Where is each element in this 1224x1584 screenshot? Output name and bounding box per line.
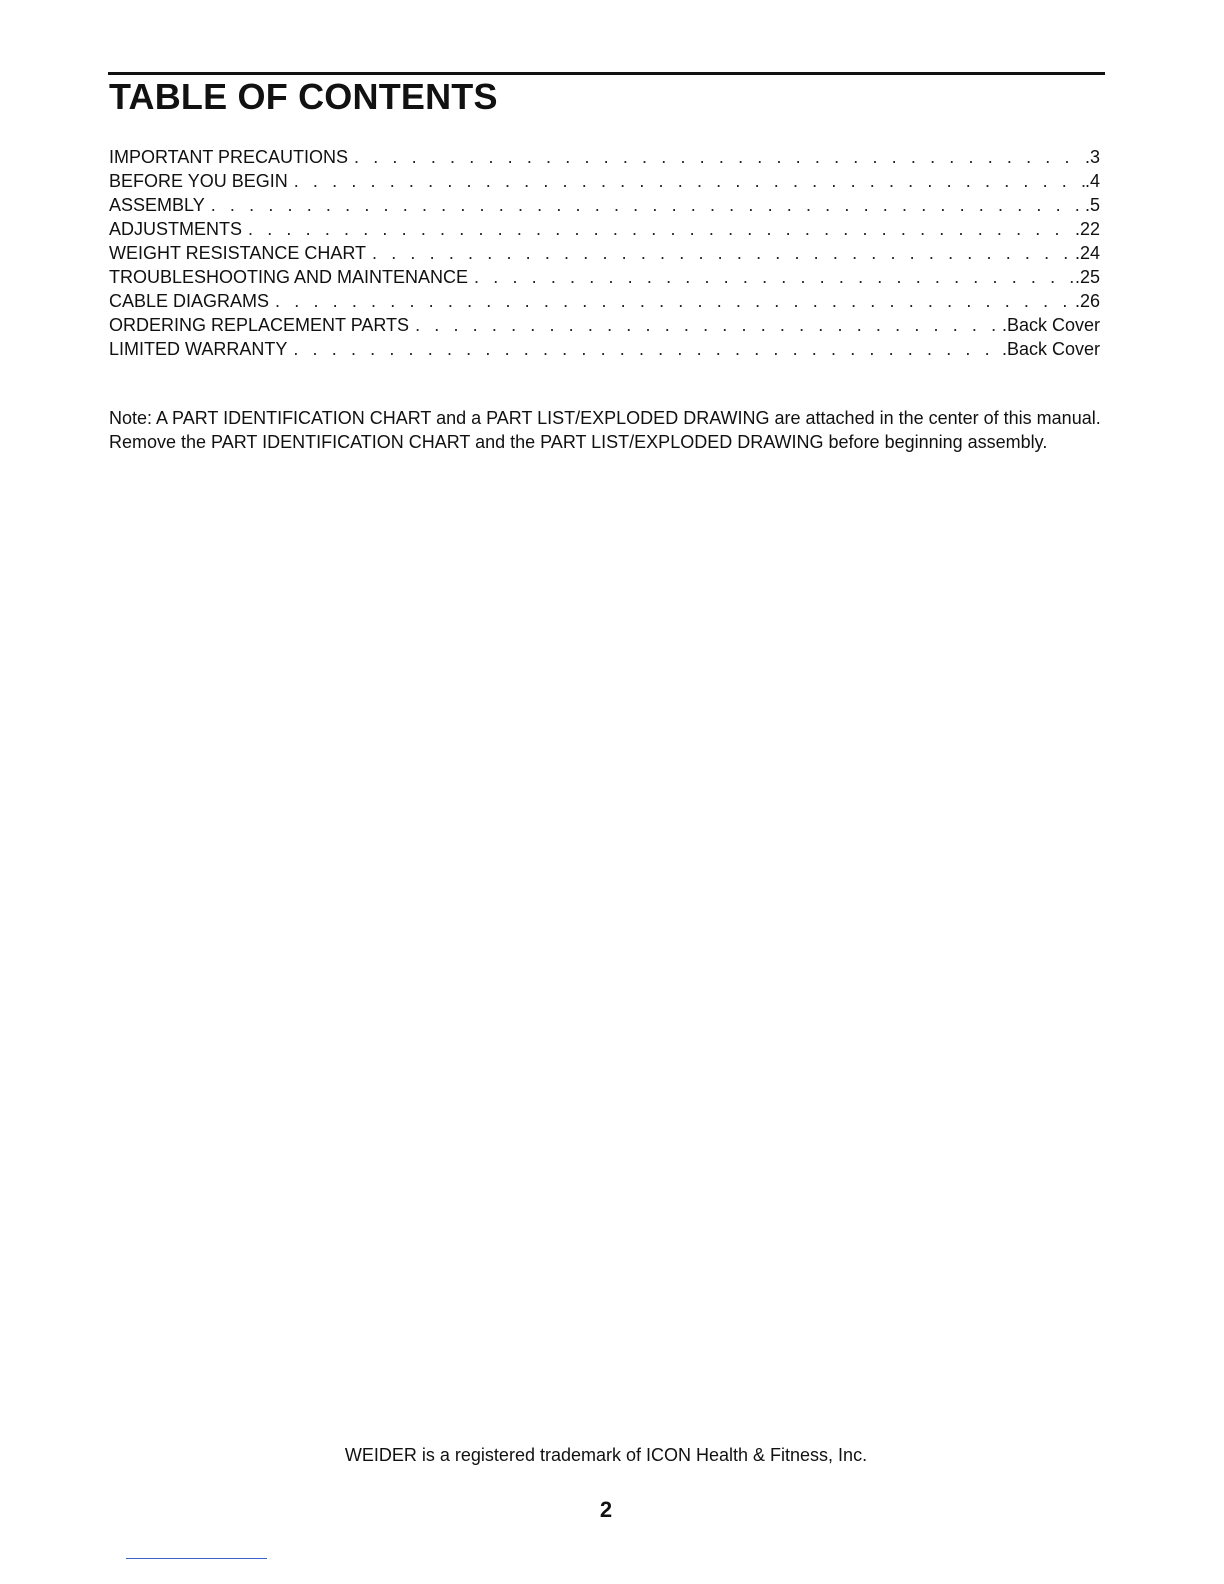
- toc-entry-page: . 24: [1075, 241, 1100, 265]
- assembly-note: Note: A PART IDENTIFICATION CHART and a PART LIST/EXPLODED DRAWING are attached in the center of this manual. Remove the PART IDENTIFICATION CHART and the PART LIST/EXPLODED DRAWING before beginning assembly.: [109, 408, 1101, 452]
- dot-leader: [293, 337, 1002, 361]
- toc-entry-label: ORDERING REPLACEMENT PARTS: [109, 315, 410, 335]
- toc-entry-page: . 25: [1075, 265, 1100, 289]
- toc-entry-page: . Back Cover: [1002, 313, 1100, 337]
- toc-entry-label: ASSEMBLY: [109, 195, 205, 215]
- toc-entry-label: WEIGHT RESISTANCE CHART: [109, 243, 367, 263]
- footer-rule: [126, 1558, 267, 1559]
- trademark-notice: WEIDER is a registered trademark of ICON Health & Fitness, Inc.: [344, 1445, 868, 1465]
- table-of-contents: [109, 145, 1100, 361]
- dot-leader: [248, 217, 1075, 241]
- toc-entry-label: ADJUSTMENTS: [109, 219, 243, 239]
- dot-leader: [415, 313, 1002, 337]
- toc-entry-label: IMPORTANT PRECAUTIONS: [109, 147, 349, 167]
- toc-entry-label: TROUBLESHOOTING AND MAINTENANCE: [109, 267, 469, 287]
- toc-entry-adjustments[interactable]: [109, 217, 1100, 241]
- toc-entry-label: CABLE DIAGRAMS: [109, 291, 270, 311]
- toc-entry-page: . 26: [1075, 289, 1100, 313]
- toc-entry-page: . Back Cover: [1002, 337, 1100, 361]
- dot-leader: [211, 193, 1085, 217]
- toc-entry-before-you-begin[interactable]: [109, 169, 1100, 193]
- dot-leader: [275, 289, 1075, 313]
- dot-leader: [354, 145, 1085, 169]
- toc-entry-troubleshooting-and-maintenance[interactable]: [109, 265, 1100, 289]
- dot-leader: [372, 241, 1075, 265]
- toc-entry-cable-diagrams[interactable]: [109, 289, 1100, 313]
- toc-entry-page: . 3: [1085, 145, 1100, 169]
- title-rule: [108, 72, 1105, 75]
- toc-entry-weight-resistance-chart[interactable]: [109, 241, 1100, 265]
- toc-entry-page: . 5: [1085, 193, 1100, 217]
- page-title: TABLE OF CONTENTS: [109, 76, 498, 117]
- toc-entry-ordering-replacement-parts[interactable]: [109, 313, 1100, 337]
- dot-leader: [294, 169, 1085, 193]
- toc-entry-label: BEFORE YOU BEGIN: [109, 171, 288, 191]
- dot-leader: [474, 265, 1075, 289]
- toc-entry-page: . 22: [1075, 217, 1100, 241]
- toc-entry-page: . 4: [1085, 169, 1100, 193]
- toc-entry-label: LIMITED WARRANTY: [109, 339, 288, 359]
- page-number: 2: [599, 1497, 613, 1522]
- toc-entry-important-precautions[interactable]: [109, 145, 1100, 169]
- toc-entry-assembly[interactable]: [109, 193, 1100, 217]
- toc-entry-limited-warranty[interactable]: [109, 337, 1100, 361]
